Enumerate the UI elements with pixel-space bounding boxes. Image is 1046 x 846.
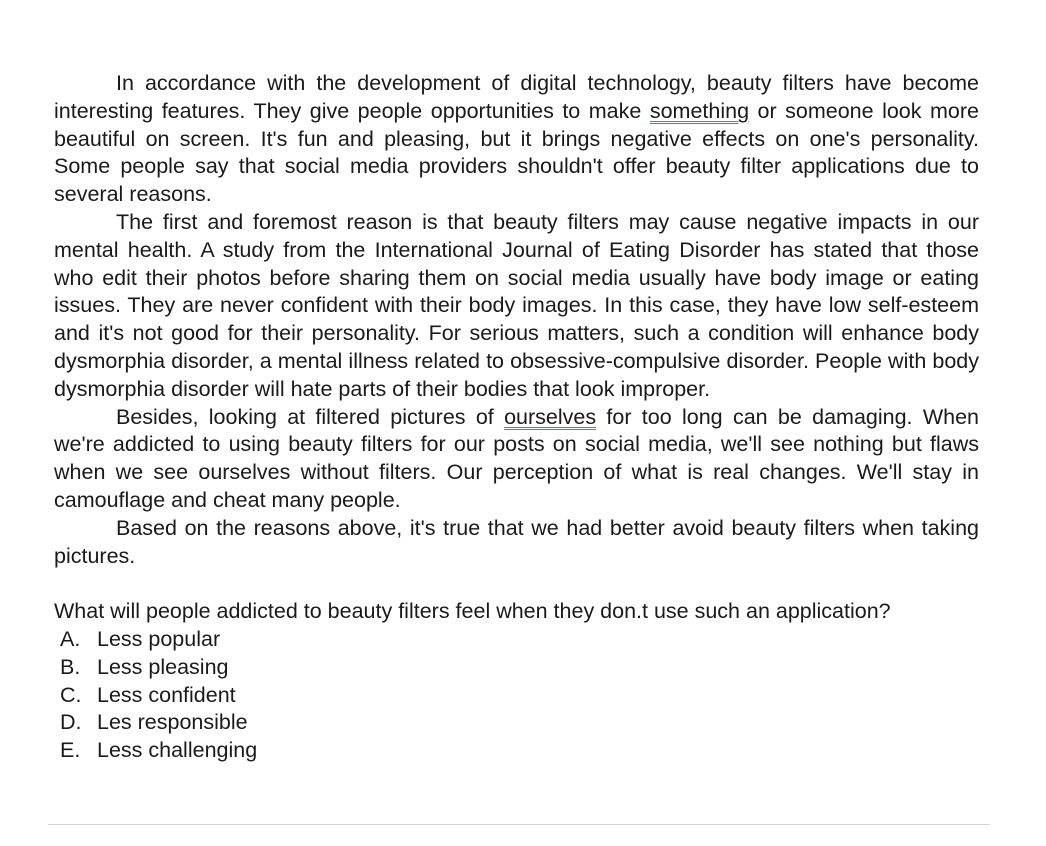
option-c-text: Less confident	[97, 682, 236, 707]
option-c	[60, 682, 979, 710]
answer-options	[54, 626, 979, 765]
spellcheck-word-ourselves[interactable]: ourselves	[504, 404, 597, 429]
option-d-letter: D.	[60, 710, 82, 735]
option-b-text: Less pleasing	[97, 654, 229, 679]
option-a-text: Less popular	[97, 626, 221, 651]
paragraph-3-part-b: for too long can be damaging. When we're addicted to using beauty filters for our posts on social media, we'll see nothing but flaws when we see ourselves without filters. Our perception of what is real changes. We'll stay in camouflage and cheat many people.	[54, 404, 980, 512]
paragraph-3-part-a: Besides, looking at filtered pictures of	[116, 404, 505, 429]
document-page	[54, 70, 979, 765]
option-b	[60, 654, 979, 682]
option-b-letter: B.	[60, 654, 81, 679]
bottom-divider	[48, 824, 990, 825]
option-d	[60, 709, 979, 737]
option-e-text: Less challenging	[97, 738, 258, 763]
paragraph-1-part-b: or someone look more beautiful on screen. It's fun and pleasing, but it brings negative effects on one's personality. Some people say that social media providers shouldn't offer beauty filter applications due to several reasons.	[54, 98, 979, 207]
paragraph-2: The first and foremost reason is that beauty filters may cause negative impacts in our mental health. A study from the International Journal of Eating Disorder has stated that those who edit their photos before sharing them on social media usually have body image or eating issues. They are never confident with their body images. In this case, they have low self-esteem and it's not good for their personality. For serious matters, such a condition will enhance body dysmorphia disorder, a mental illness related to obsessive-compulsive disorder. People with body dysmorphia disorder will hate parts of their bodies that look improper.	[54, 209, 979, 401]
option-e	[60, 737, 979, 765]
paragraph-4: Based on the reasons above, it's true that we had better avoid beauty filters when taking pictures.	[54, 515, 979, 568]
spellcheck-word-something[interactable]: something	[649, 98, 750, 123]
option-a	[60, 626, 979, 654]
option-c-letter: C.	[60, 682, 82, 707]
paragraph-3	[54, 404, 979, 515]
question-text: What will people addicted to beauty filters feel when they don.t use such an application?	[54, 599, 891, 624]
option-a-letter: A.	[60, 626, 81, 651]
option-e-letter: E.	[60, 738, 81, 763]
paragraph-1-part-a: In accordance with the development of digital technology, beauty filters have become interesting features. They give people opportunities to make	[54, 71, 979, 123]
paragraph-1	[54, 70, 979, 209]
option-d-text: Les responsible	[97, 710, 248, 735]
